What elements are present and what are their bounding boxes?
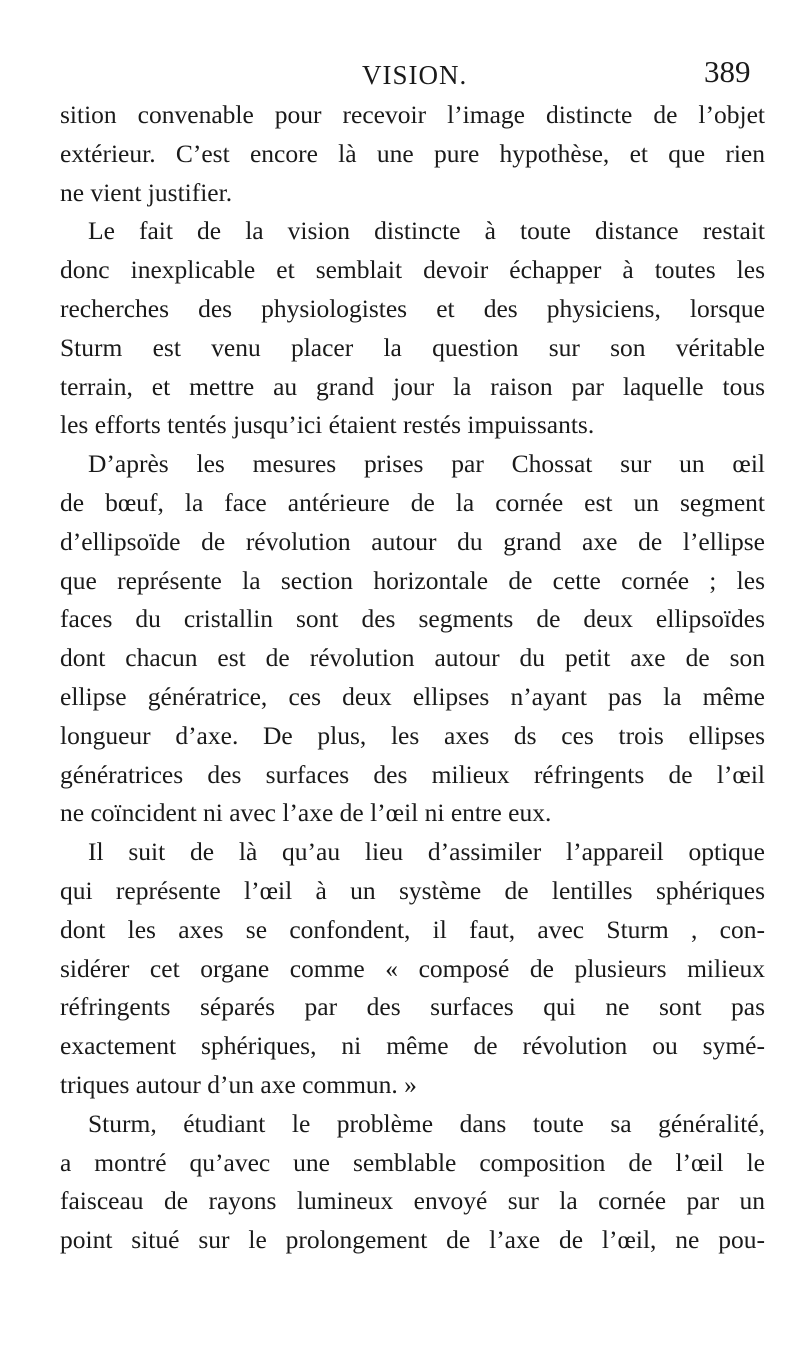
- text-line: exactement sphériques, ni même de révolution ou symé-: [60, 1031, 765, 1061]
- text-line: extérieur. C’est encore là une pure hypothèse, et que rien: [60, 138, 765, 168]
- text-line: ellipse génératrice, ces deux ellipses n’ayant pas la même: [60, 681, 765, 711]
- running-title: VISION.: [362, 60, 468, 90]
- text-line: terrain, et mettre au grand jour la raison par laquelle tous: [60, 371, 765, 401]
- text-line: génératrices des surfaces des milieux réfringents de l’œil: [60, 759, 765, 789]
- text-line: sition convenable pour recevoir l’image distincte de l’objet: [60, 100, 765, 129]
- body-text: [60, 96, 765, 1260]
- text-line: ne vient justifier.: [60, 177, 233, 207]
- text-line: d’ellipsoïde de révolution autour du grand axe de l’ellipse: [60, 526, 765, 556]
- text-line: les efforts tentés jusqu’ici étaient restés impuissants.: [60, 410, 595, 440]
- text-line: recherches des physiologistes et des physiciens, lorsque: [60, 293, 765, 323]
- paragraph-first-line: D’après les mesures prises par Chossat sur un œil: [88, 449, 765, 479]
- text-line: a montré qu’avec une semblable composition de l’œil le: [60, 1147, 765, 1177]
- text-line: ne coïncident ni avec l’axe de l’œil ni entre eux.: [60, 798, 552, 828]
- text-line: Sturm est venu placer la question sur son véritable: [60, 332, 765, 362]
- text-line: sidérer cet organe comme « composé de plusieurs milieux: [60, 953, 765, 983]
- text-line: faisceau de rayons lumineux envoyé sur la cornée par un: [60, 1186, 765, 1216]
- page-number: 389: [704, 54, 751, 89]
- text-line: longueur d’axe. De plus, les axes ds ces trois ellipses: [60, 720, 765, 750]
- text-line: dont les axes se confondent, il faut, avec Sturm , con-: [60, 914, 765, 944]
- text-line: que représente la section horizontale de cette cornée ; les: [60, 565, 765, 595]
- text-line: donc inexplicable et semblait devoir échapper à toutes les: [60, 255, 765, 285]
- running-header: [0, 50, 800, 90]
- text-line: point situé sur le prolongement de l’axe de l’œil, ne pou-: [60, 1225, 765, 1255]
- text-line: faces du cristallin sont des segments de deux ellipsoïdes: [60, 604, 765, 634]
- paragraph-first-line: Sturm, étudiant le problème dans toute sa généralité,: [88, 1108, 765, 1138]
- paragraph-first-line: Le fait de la vision distincte à toute distance restait: [88, 216, 765, 246]
- text-line: dont chacun est de révolution autour du petit axe de son: [60, 643, 765, 673]
- text-line: qui représente l’œil à un système de lentilles sphériques: [60, 875, 765, 905]
- text-line: réfringents séparés par des surfaces qui ne sont pas: [60, 992, 765, 1022]
- text-line: triques autour d’un axe commun. »: [60, 1069, 417, 1099]
- paragraph-first-line: Il suit de là qu’au lieu d’assimiler l’appareil optique: [88, 837, 765, 867]
- text-line: de bœuf, la face antérieure de la cornée est un segment: [60, 487, 765, 517]
